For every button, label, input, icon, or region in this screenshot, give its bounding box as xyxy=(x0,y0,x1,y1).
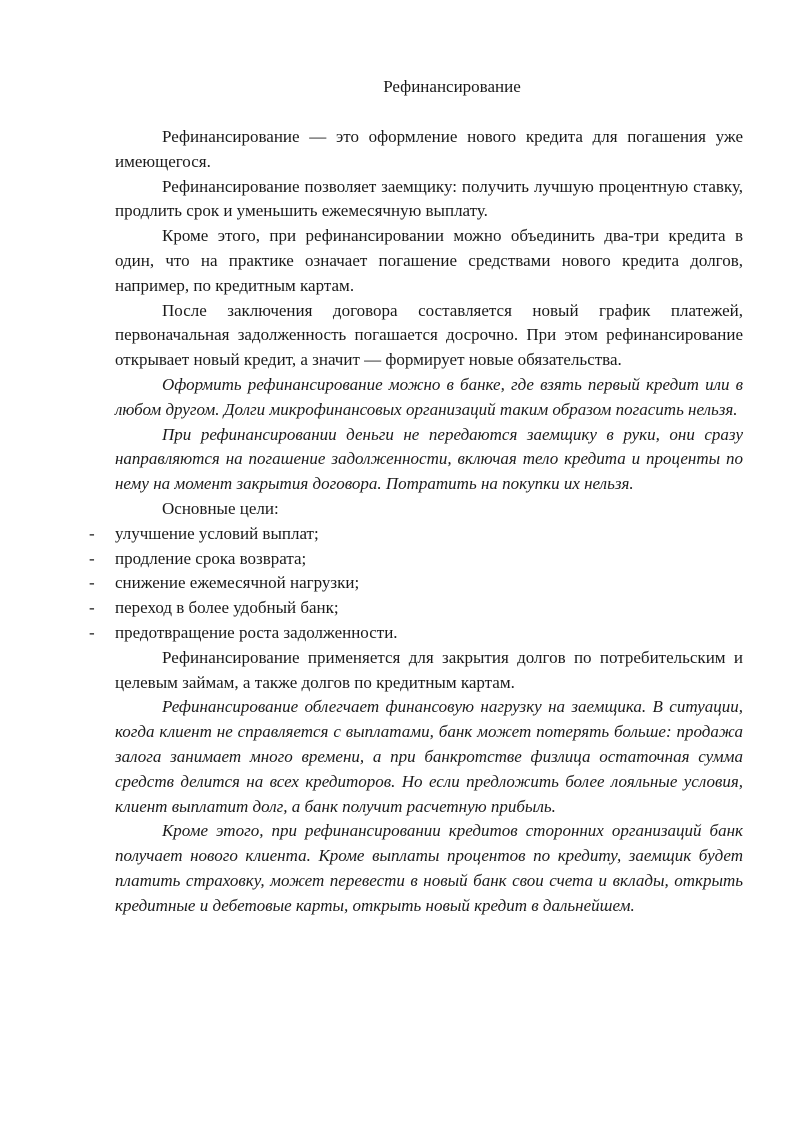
list-item xyxy=(89,522,743,547)
bullet-dash: - xyxy=(89,573,95,593)
bullet-dash: - xyxy=(89,622,95,642)
paragraph-new-schedule: После заключения договора составляется новый график платежей, первоначальная задолженность погашается досрочно. При этом рефинансирование открывает новый кредит, а значит — формирует новые обязательства. xyxy=(115,300,743,370)
list-item xyxy=(89,547,743,572)
bullet-dash: - xyxy=(89,523,95,543)
list-item xyxy=(89,621,743,646)
paragraph-applicability: Рефинансирование применяется для закрытия долгов по потребительским и целевым займам, а также долгов по кредитным картам. xyxy=(115,647,743,692)
document-title: Рефинансирование xyxy=(383,77,521,96)
list-item xyxy=(89,571,743,596)
paragraph-burden-relief: Рефинансирование облегчает финансовую нагрузку на заемщика. В ситуации, когда клиент не справляется с выплатами, банк может потерять больше: продажа залога занимает много времени, а при банкротстве физлица остаточная сумма средств делится на всех кредиторов. Но если предложить более лояльные условия, клиент выплатит долг, а банк получит расчетную прибыль. xyxy=(115,697,743,816)
list-item xyxy=(89,596,743,621)
list-item-text: переход в более удобный банк; xyxy=(115,598,339,618)
list-item-text: улучшение условий выплат; xyxy=(115,523,319,543)
list-item-text: продление срока возврата; xyxy=(115,548,307,568)
paragraph-merge-credits: Кроме этого, при рефинансировании можно объединить два-три кредита в один, что на практике означает погашение средствами нового кредита долгов, например, по кредитным картам. xyxy=(115,226,743,295)
paragraph-benefits: Рефинансирование позволяет заемщику: получить лучшую процентную ставку, продлить срок и уменьшить ежемесячную выплату. xyxy=(115,176,743,221)
paragraph-money-flow: При рефинансировании деньги не передаются заемщику в руки, они сразу направляются на погашение задолженности, включая тело кредита и проценты по нему на момент закрытия договора. Потратить на покупки их нельзя. xyxy=(115,424,743,494)
list-item-text: предотвращение роста задолженности. xyxy=(115,622,398,642)
paragraph-definition: Рефинансирование — это оформление нового кредита для погашения уже имеющегося. xyxy=(115,127,743,171)
paragraph-goals-heading: Основные цели: xyxy=(162,498,279,518)
paragraph-where-to-apply: Оформить рефинансирование можно в банке, где взять первый кредит или в любом другом. Долги микрофинансовых организаций таким образом погасить нельзя. xyxy=(115,374,743,419)
paragraph-new-client: Кроме этого, при рефинансировании кредитов сторонних организаций банк получает нового клиента. Кроме выплаты процентов по кредиту, заемщик будет платить страховку, может перевести в новый банк свои счета и вклады, открыть кредитные и дебетовые карты, открыть новый кредит в дальнейшем. xyxy=(115,821,743,915)
list-item-text: снижение ежемесячной нагрузки; xyxy=(115,573,360,593)
bullet-dash: - xyxy=(89,598,95,618)
goals-list xyxy=(89,522,743,646)
bullet-dash: - xyxy=(89,548,95,568)
document-body xyxy=(89,125,743,919)
